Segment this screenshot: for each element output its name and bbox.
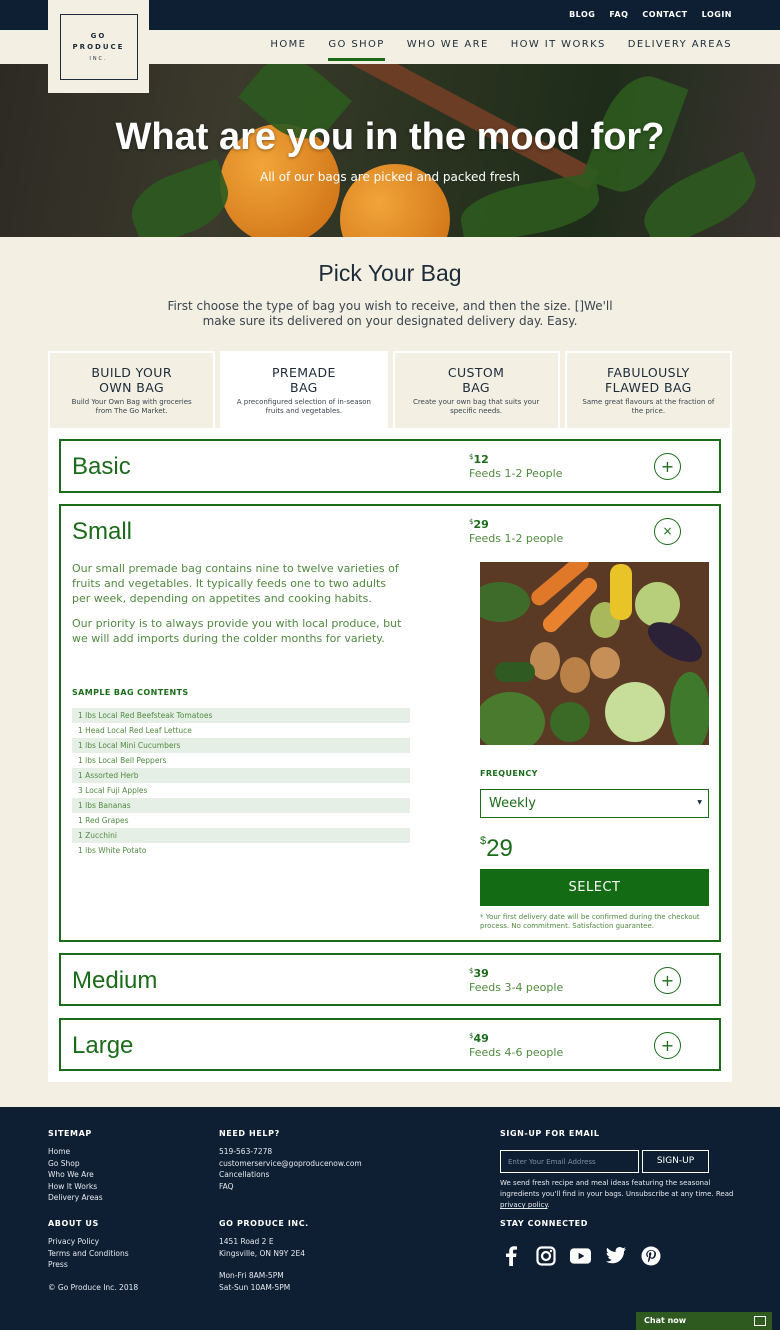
bag-description <box>72 561 407 656</box>
bag-large[interactable] <box>59 1018 721 1071</box>
veg-shape <box>560 657 590 693</box>
nav-login[interactable]: LOGIN <box>701 10 732 19</box>
footer-link-how-it-works[interactable]: How It Works <box>48 1181 98 1191</box>
delivery-note: * Your first delivery date will be confirmed during the checkout process. No commitment. Satisfaction guarantee. <box>480 913 700 930</box>
footer-help <box>219 1129 362 1192</box>
footer-link-who-we-are[interactable]: Who We Are <box>48 1170 94 1179</box>
veg-shape <box>670 672 709 745</box>
nav-contact[interactable]: CONTACT <box>642 10 688 19</box>
list-item: 1 Zucchini <box>72 828 410 843</box>
footer-hours: Sat-Sun 10AM-5PM <box>219 1282 291 1292</box>
veg-shape <box>480 582 530 622</box>
tab-custom[interactable] <box>393 351 560 429</box>
footer-sitemap <box>48 1129 103 1204</box>
veg-shape <box>635 582 680 627</box>
footer-address: 1451 Road 2 E <box>219 1237 274 1246</box>
tab-build-your-own[interactable] <box>48 351 215 429</box>
footer-company <box>219 1219 309 1293</box>
hero-subtitle: All of our bags are picked and packed fresh <box>260 170 520 184</box>
footer-link-go-shop[interactable]: Go Shop <box>48 1158 80 1168</box>
footer-address: Kingsville, ON N9Y 2E4 <box>219 1248 306 1258</box>
list-item: 3 Local Fuji Apples <box>78 786 148 795</box>
list-item: 1 Red Grapes <box>78 816 129 825</box>
bag-price: $49 <box>469 1032 489 1045</box>
tab-description: Same great flavours at the fraction of the price. <box>582 398 715 415</box>
bag-feeds: Feeds 1-2 people <box>469 532 564 545</box>
pick-description: First choose the type of bag you wish to receive, and then the size. []We'll make sure its delivered on your designated delivery day. Easy. <box>167 299 613 328</box>
footer-hours: Mon-Fri 8AM-5PM <box>219 1271 284 1280</box>
veg-shape <box>610 564 632 620</box>
bag-price: $29 <box>469 518 489 531</box>
bag-price: $12 <box>469 453 489 466</box>
bag-name: Small <box>72 518 133 545</box>
bag-name: Basic <box>72 453 131 480</box>
footer-heading: NEED HELP? <box>219 1129 280 1138</box>
close-icon[interactable]: × <box>654 518 681 545</box>
list-item: 1 lbs Local Red Beefsteak Tomatoes <box>72 708 410 723</box>
footer-phone[interactable]: 519-563-7278 <box>219 1147 273 1156</box>
nav-blog[interactable]: BLOG <box>569 10 596 19</box>
dropdown-arrow-icon: ▼ <box>697 799 702 806</box>
tab-title-line2: BAG <box>289 380 318 395</box>
privacy-policy-link[interactable]: privacy policy <box>500 1201 548 1209</box>
nav-home[interactable]: HOME <box>270 39 307 50</box>
tab-premade[interactable] <box>220 351 387 429</box>
list-item: 1 lbs Local Bell Peppers <box>78 756 167 765</box>
email-input[interactable]: Enter Your Email Address <box>500 1150 639 1173</box>
bag-price: $39 <box>469 967 489 980</box>
frequency-select[interactable] <box>480 789 709 818</box>
vegetable-box-image <box>480 562 709 745</box>
footer-link-delivery-areas[interactable]: Delivery Areas <box>48 1193 103 1202</box>
veg-shape <box>605 682 665 742</box>
pinterest-icon[interactable] <box>640 1245 661 1266</box>
logo[interactable] <box>48 0 149 93</box>
footer-heading: GO PRODUCE INC. <box>219 1219 309 1228</box>
tab-title-line2: FLAWED BAG <box>604 380 692 395</box>
list-item: 1 lbs Local Mini Cucumbers <box>72 738 410 753</box>
footer-email-heading-wrap <box>500 1129 600 1146</box>
bag-basic[interactable] <box>59 439 721 493</box>
nav-how-it-works[interactable]: HOW IT WORKS <box>510 39 606 50</box>
footer-heading: SITEMAP <box>48 1129 92 1138</box>
email-note: We send fresh recipe and meal ideas featuring the seasonal ingredients you'll find in your bags. Unsubscribe at any time. Read privacy policy. <box>500 1179 734 1209</box>
twitter-icon[interactable] <box>605 1245 626 1266</box>
chat-window-icon <box>754 1316 766 1326</box>
footer-social-heading-wrap <box>500 1219 588 1236</box>
logo-line-1: GO <box>90 31 107 40</box>
nav-faq[interactable]: FAQ <box>609 10 629 19</box>
veg-shape <box>590 647 620 679</box>
tab-title-line1: FABULOUSLY <box>607 365 690 380</box>
sample-contents-heading: SAMPLE BAG CONTENTS <box>72 688 189 697</box>
pick-title: Pick Your Bag <box>318 260 462 286</box>
instagram-icon[interactable] <box>535 1245 556 1266</box>
selected-price: $29 <box>480 835 513 862</box>
social-icons <box>500 1245 661 1266</box>
veg-shape <box>550 702 590 742</box>
tab-fabulously-flawed[interactable] <box>565 351 732 429</box>
bag-description-para: Our priority is to always provide you with local produce, but we will add imports during the colder months for variety. <box>72 617 402 645</box>
utility-nav <box>569 10 732 19</box>
footer-link-press[interactable]: Press <box>48 1260 68 1269</box>
footer-link-cancellations[interactable]: Cancellations <box>219 1170 270 1179</box>
logo-line-3: INC. <box>89 55 108 62</box>
tab-title-line1: BUILD YOUR <box>91 365 172 380</box>
hero-title: What are you in the mood for? <box>115 116 665 158</box>
nav-delivery-areas[interactable]: DELIVERY AREAS <box>627 39 732 50</box>
nav-who-we-are[interactable]: WHO WE ARE <box>406 39 489 50</box>
veg-shape <box>495 662 535 682</box>
bag-description-para: Our small premade bag contains nine to twelve varieties of fruits and vegetables. It typically feeds one to two adults per week, depending on appetites and cooking habits. <box>72 562 399 605</box>
tab-description: Build Your Own Bag with groceries from The Go Market. <box>71 398 192 415</box>
frequency-value: Weekly <box>489 796 536 811</box>
footer-heading: ABOUT US <box>48 1219 99 1228</box>
footer-link-privacy[interactable]: Privacy Policy <box>48 1237 100 1246</box>
footer-link-home[interactable]: Home <box>48 1147 71 1156</box>
tab-description: A preconfigured selection of in-season fruits and vegetables. <box>236 398 371 415</box>
signup-button[interactable]: SIGN-UP <box>642 1150 709 1173</box>
bag-name: Medium <box>72 967 158 994</box>
bag-type-tabs <box>48 351 732 429</box>
footer-heading: STAY CONNECTED <box>500 1219 588 1228</box>
tab-title-line2: OWN BAG <box>99 380 165 395</box>
frequency-heading: FREQUENCY <box>480 769 538 778</box>
facebook-icon[interactable] <box>500 1245 521 1266</box>
copyright: © Go Produce Inc. 2018 <box>48 1282 139 1292</box>
bag-feeds: Feeds 3-4 people <box>469 981 564 994</box>
footer-heading: SIGN-UP FOR EMAIL <box>500 1129 600 1138</box>
veg-shape <box>480 692 545 745</box>
chat-widget[interactable] <box>636 1312 772 1330</box>
expand-icon[interactable]: + <box>654 1032 681 1059</box>
bag-feeds: Feeds 4-6 people <box>469 1046 564 1059</box>
select-button[interactable]: SELECT <box>480 869 709 906</box>
tab-description: Create your own bag that suits your specific needs. <box>412 398 540 415</box>
list-item: 1 lbs White Potato <box>78 846 147 855</box>
footer-email[interactable]: customerservice@goproducenow.com <box>219 1158 362 1168</box>
list-item: 1 Assorted Herb <box>72 768 410 783</box>
expand-icon[interactable]: + <box>654 453 681 480</box>
bag-medium[interactable] <box>59 953 721 1006</box>
tab-title-line1: CUSTOM <box>447 365 505 380</box>
expand-icon[interactable]: + <box>654 967 681 994</box>
youtube-icon[interactable] <box>570 1245 591 1266</box>
bag-size-panel <box>48 428 732 1082</box>
nav-go-shop[interactable]: GO SHOP <box>328 39 385 50</box>
footer-link-terms[interactable]: Terms and Conditions <box>48 1248 129 1258</box>
sample-contents-list <box>72 708 410 858</box>
list-item: 1 Head Local Red Leaf Lettuce <box>78 726 192 735</box>
tab-title-line1: PREMADE <box>271 365 336 380</box>
list-item: 1 lbs Bananas <box>72 798 410 813</box>
footer-about <box>48 1219 138 1293</box>
chat-label: Chat now <box>644 1316 687 1325</box>
footer <box>0 1107 780 1330</box>
bag-small <box>59 504 721 942</box>
bag-feeds: Feeds 1-2 People <box>469 467 563 480</box>
logo-line-2: PRODUCE <box>72 42 125 51</box>
bag-name: Large <box>72 1032 134 1059</box>
logo-box <box>60 14 138 80</box>
tab-title-line2: BAG <box>462 380 491 395</box>
footer-link-faq[interactable]: FAQ <box>219 1181 234 1191</box>
